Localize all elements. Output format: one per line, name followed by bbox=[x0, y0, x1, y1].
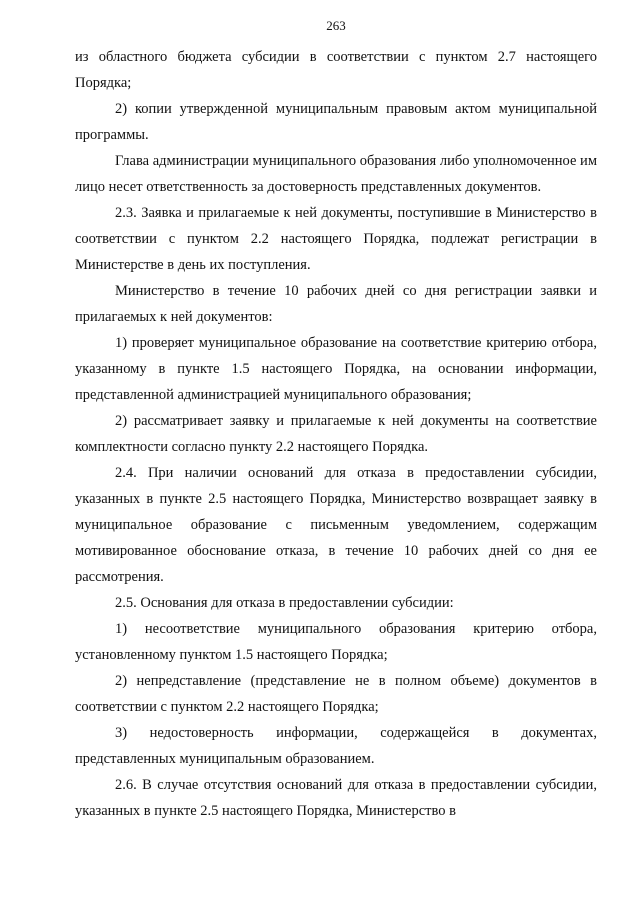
paragraph-2-3: 2.3. Заявка и прилагаемые к ней документы, поступившие в Министерство в соответствии с пунктом 2.2 настоящего Порядка, подлежат регистрации в Министерстве в день их поступления. bbox=[75, 205, 597, 273]
paragraph-ministry-review: Министерство в течение 10 рабочих дней со дня регистрации заявки и прилагаемых к ней документов: bbox=[75, 283, 597, 325]
paragraph-review-item-2: 2) рассматривает заявку и прилагаемые к ней документы на соответствие комплектности согласно пункту 2.2 настоящего Порядка. bbox=[75, 413, 597, 455]
paragraph-program-copies: 2) копии утвержденной муниципальным правовым актом муниципальной программы. bbox=[75, 101, 597, 143]
page-number: 263 bbox=[326, 18, 346, 33]
paragraph-refusal-item-1: 1) несоответствие муниципального образования критерию отбора, установленному пунктом 1.5 настоящего Порядка; bbox=[75, 621, 597, 663]
paragraph-2-5: 2.5. Основания для отказа в предоставлении субсидии: bbox=[115, 595, 454, 611]
paragraph-continuation: из областного бюджета субсидии в соответствии с пунктом 2.7 настоящего Порядка; bbox=[75, 49, 597, 91]
paragraph-head-responsibility: Глава администрации муниципального образования либо уполномоченное им лицо несет ответственность за достоверность представленных документов. bbox=[75, 153, 597, 195]
paragraph-2-6: 2.6. В случае отсутствия оснований для отказа в предоставлении субсидии, указанных в пункте 2.5 настоящего Порядка, Министерство в bbox=[75, 777, 597, 819]
paragraph-refusal-item-2: 2) непредставление (представление не в полном объеме) документов в соответствии с пунктом 2.2 настоящего Порядка; bbox=[75, 673, 597, 715]
paragraph-review-item-1: 1) проверяет муниципальное образование на соответствие критерию отбора, указанному в пункте 1.5 настоящего Порядка, на основании информации, представленной администрацией муниципального образования; bbox=[75, 335, 597, 403]
paragraph-2-4: 2.4. При наличии оснований для отказа в предоставлении субсидии, указанных в пункте 2.5 настоящего Порядка, Министерство возвращает заявку в муниципальное образование с письменным уведомлением, содержащим мотивированное обоснование отказа, в течение 10 рабочих дней со дня ее рассмотрения. bbox=[75, 465, 597, 585]
paragraph-refusal-item-3: 3) недостоверность информации, содержащейся в документах, представленных муниципальным образованием. bbox=[75, 725, 597, 767]
